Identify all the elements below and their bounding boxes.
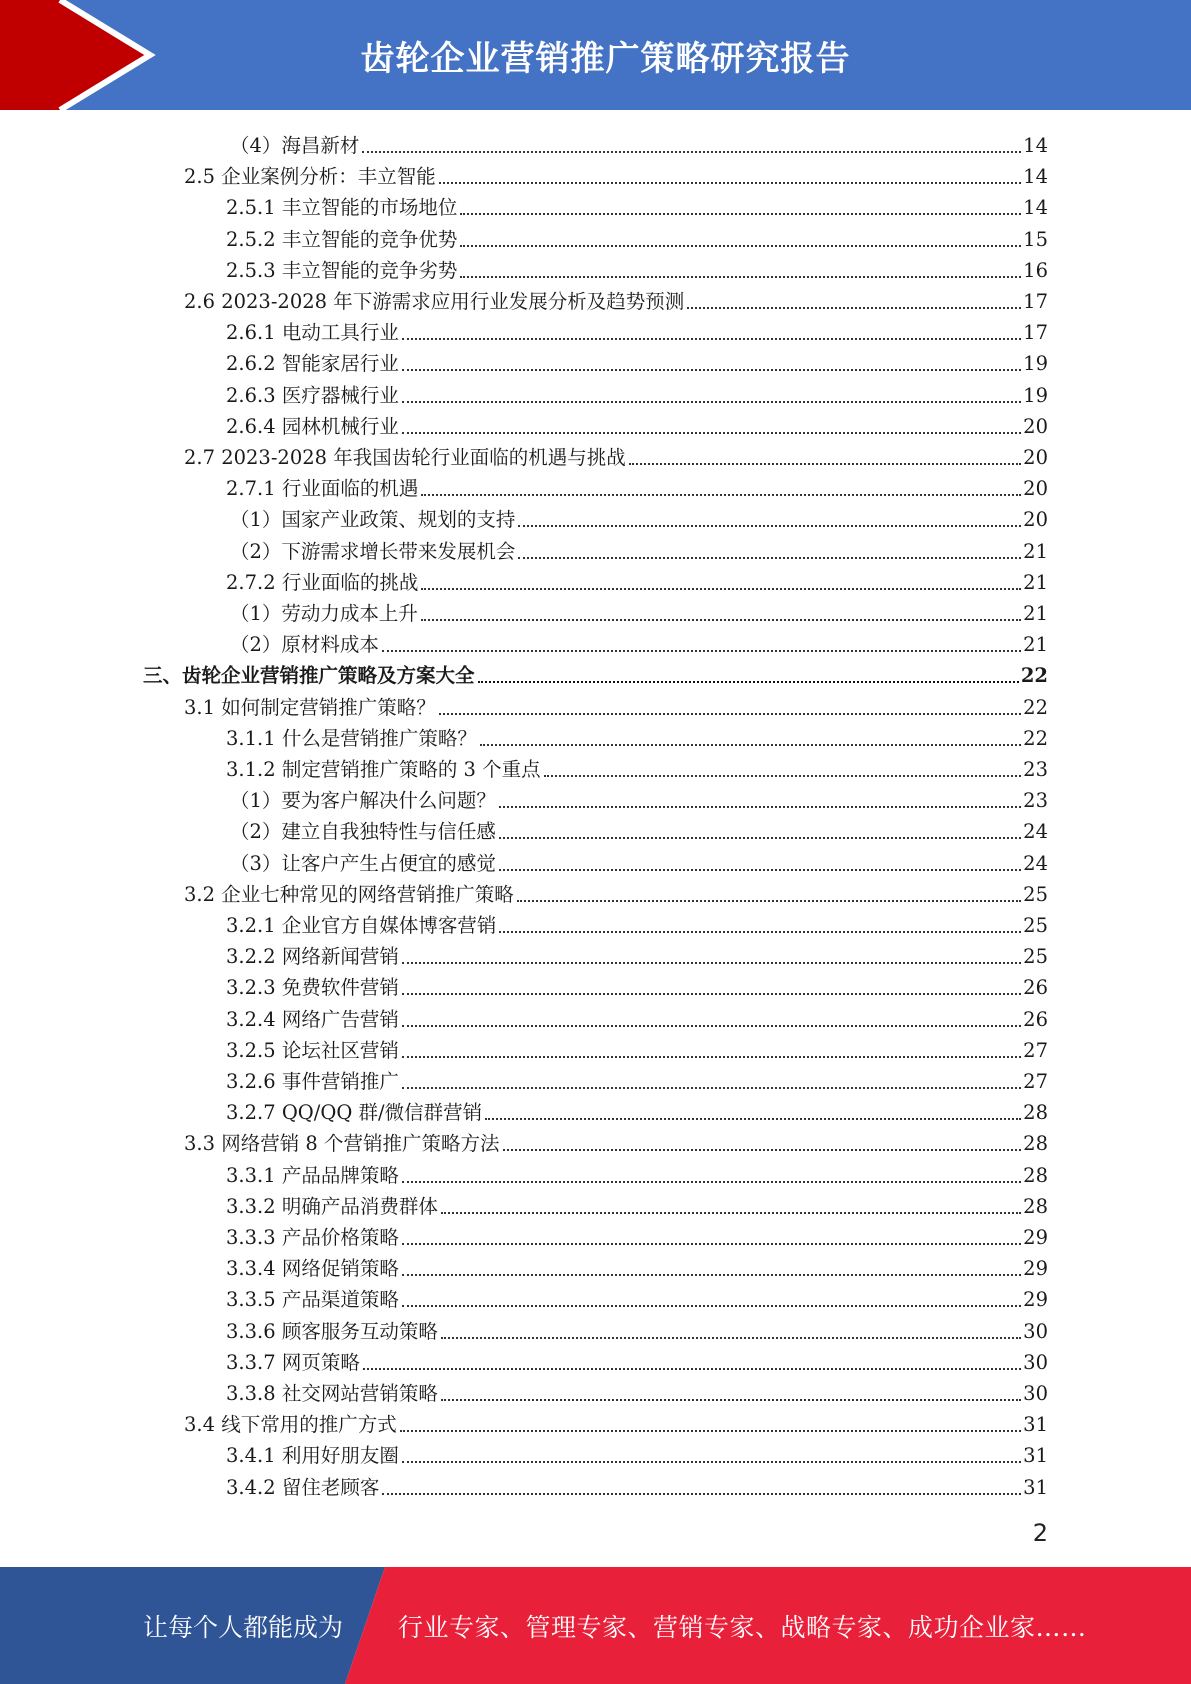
toc-entry-label: 3.2.4 网络广告营销 <box>226 1008 399 1031</box>
toc-entry-label: 3.3.8 社交网站营销策略 <box>226 1382 438 1405</box>
toc-dot-leader <box>460 213 1021 215</box>
toc-entry[interactable] <box>0 1032 1191 1063</box>
toc-dot-leader <box>400 1430 1021 1432</box>
toc-dot-leader <box>441 1399 1021 1401</box>
toc-dot-leader <box>499 869 1021 871</box>
toc-entry-page: 26 <box>1023 1008 1048 1031</box>
toc-entry-label: 2.5.1 丰立智能的市场地位 <box>226 196 458 219</box>
toc-entry-page: 31 <box>1023 1444 1048 1467</box>
toc-entry[interactable] <box>0 470 1191 501</box>
toc-entry-page: 28 <box>1023 1195 1048 1218</box>
toc-entry-page: 19 <box>1023 352 1048 375</box>
toc-entry-label: 3.4 线下常用的推广方式 <box>184 1413 397 1436</box>
toc-entry-page: 28 <box>1023 1101 1048 1124</box>
toc-entry-page: 14 <box>1023 196 1048 219</box>
toc-entry-label: 3.3 网络营销 8 个营销推广策略方法 <box>184 1132 500 1155</box>
toc-dot-leader <box>402 338 1021 340</box>
toc-entry[interactable] <box>0 345 1191 376</box>
toc-entry[interactable] <box>0 408 1191 439</box>
toc-entry-page: 15 <box>1023 228 1048 251</box>
toc-entry-page: 24 <box>1023 820 1048 843</box>
toc-entry-label: 2.6 2023-2028 年下游需求应用行业发展分析及趋势预测 <box>184 290 685 313</box>
toc-entry[interactable] <box>0 1469 1191 1500</box>
toc-entry[interactable] <box>0 314 1191 345</box>
toc-dot-leader <box>402 962 1021 964</box>
toc-dot-leader <box>402 432 1021 434</box>
toc-entry-label: （2）建立自我独特性与信任感 <box>230 820 496 843</box>
toc-entry[interactable] <box>0 720 1191 751</box>
toc-dot-leader <box>363 1368 1021 1370</box>
toc-entry-label: （1）劳动力成本上升 <box>230 602 418 625</box>
toc-entry-page: 25 <box>1023 914 1048 937</box>
toc-entry-label: 3.2 企业七种常见的网络营销推广策略 <box>184 883 514 906</box>
toc-dot-leader <box>382 1493 1021 1495</box>
toc-entry-label: 3.2.7 QQ/QQ 群/微信群营销 <box>226 1101 483 1124</box>
toc-entry[interactable] <box>0 564 1191 595</box>
toc-entry[interactable] <box>0 283 1191 314</box>
toc-dot-leader <box>499 837 1021 839</box>
toc-entry-page: 28 <box>1023 1132 1048 1155</box>
toc-entry-label: 3.2.2 网络新闻营销 <box>226 945 399 968</box>
toc-entry-label: 3.3.6 顾客服务互动策略 <box>226 1320 438 1343</box>
toc-entry[interactable] <box>0 1344 1191 1375</box>
toc-entry-label: （1）要为客户解决什么问题？ <box>230 789 496 812</box>
page-number: 2 <box>1032 1519 1048 1547</box>
toc-entry-label: （2）下游需求增长带来发展机会 <box>230 540 516 563</box>
page-header <box>0 0 1191 110</box>
toc-entry[interactable] <box>0 751 1191 782</box>
toc-dot-leader <box>439 713 1021 715</box>
toc-entry[interactable] <box>0 252 1191 283</box>
toc-dot-leader <box>687 307 1021 309</box>
toc-entry-label: 2.7.1 行业面临的机遇 <box>226 477 419 500</box>
toc-entry-label: 3.3.5 产品渠道策略 <box>226 1288 399 1311</box>
toc-entry[interactable] <box>0 377 1191 408</box>
toc-entry[interactable] <box>0 1437 1191 1468</box>
toc-entry-label: 3.3.4 网络促销策略 <box>226 1257 399 1280</box>
toc-entry-label: （2）原材料成本 <box>230 633 379 656</box>
toc-entry-page: 23 <box>1023 789 1048 812</box>
toc-entry-page: 25 <box>1023 945 1048 968</box>
toc-dot-leader <box>441 1337 1021 1339</box>
toc-entry-page: 16 <box>1023 259 1048 282</box>
toc-entry[interactable] <box>0 969 1191 1000</box>
toc-dot-leader <box>402 993 1021 995</box>
toc-entry-label: 2.7.2 行业面临的挑战 <box>226 571 419 594</box>
toc-entry-page: 30 <box>1023 1382 1048 1405</box>
toc-entry-label: 2.6.3 医疗器械行业 <box>226 384 399 407</box>
toc-dot-leader <box>402 369 1021 371</box>
toc-entry-label: （3）让客户产生占便宜的感觉 <box>230 852 496 875</box>
toc-entry-label: 3.2.6 事件营销推广 <box>226 1070 399 1093</box>
toc-entry-page: 20 <box>1023 477 1048 500</box>
footer-slogan-left: 让每个人都能成为 <box>143 1612 344 1642</box>
toc-entry-page: 26 <box>1023 976 1048 999</box>
toc-dot-leader <box>421 619 1021 621</box>
toc-entry-label: 2.6.4 园林机械行业 <box>226 415 399 438</box>
toc-entry[interactable] <box>0 1375 1191 1406</box>
toc-dot-leader <box>402 401 1021 403</box>
toc-dot-leader <box>382 650 1021 652</box>
toc-dot-leader <box>629 463 1021 465</box>
toc-dot-leader <box>460 276 1021 278</box>
toc-dot-leader <box>499 806 1021 808</box>
toc-entry-page: 20 <box>1023 508 1048 531</box>
toc-entry-label: 3.3.3 产品价格策略 <box>226 1226 399 1249</box>
toc-dot-leader <box>441 1212 1021 1214</box>
toc-entry-label: 2.6.1 电动工具行业 <box>226 321 399 344</box>
toc-entry[interactable] <box>0 689 1191 720</box>
toc-entry[interactable] <box>0 439 1191 470</box>
toc-entry-label: 3.2.3 免费软件营销 <box>226 976 399 999</box>
toc-dot-leader <box>402 1274 1021 1276</box>
toc-entry[interactable] <box>0 1125 1191 1156</box>
toc-entry-label: 3.1 如何制定营销推广策略？ <box>184 696 436 719</box>
toc-entry[interactable] <box>0 1313 1191 1344</box>
toc-dot-leader <box>460 245 1021 247</box>
toc-dot-leader <box>421 494 1021 496</box>
toc-entry-label: 三、齿轮企业营销推广策略及方案大全 <box>143 664 475 687</box>
toc-dot-leader <box>518 525 1021 527</box>
toc-entry-page: 22 <box>1020 664 1048 687</box>
toc-entry-page: 27 <box>1023 1070 1048 1093</box>
toc-entry[interactable] <box>0 1219 1191 1250</box>
toc-entry[interactable] <box>0 907 1191 938</box>
toc-entry-page: 20 <box>1023 415 1048 438</box>
toc-entry-page: 14 <box>1023 134 1048 157</box>
toc-entry-page: 29 <box>1023 1226 1048 1249</box>
toc-entry-label: （4）海昌新材 <box>230 134 360 157</box>
toc-dot-leader <box>402 1181 1021 1183</box>
toc-entry-label: 3.2.5 论坛社区营销 <box>226 1039 399 1062</box>
toc-entry-page: 22 <box>1023 696 1048 719</box>
toc-dot-leader <box>439 182 1021 184</box>
toc-dot-leader <box>402 1087 1021 1089</box>
toc-entry[interactable] <box>0 938 1191 969</box>
toc-dot-leader <box>402 1305 1021 1307</box>
toc-entry-page: 30 <box>1023 1351 1048 1374</box>
toc-entry[interactable] <box>0 1001 1191 1032</box>
toc-entry[interactable] <box>0 221 1191 252</box>
toc-dot-leader <box>421 588 1021 590</box>
toc-entry-page: 27 <box>1023 1039 1048 1062</box>
toc-entry[interactable] <box>0 1250 1191 1281</box>
toc-entry[interactable] <box>0 533 1191 564</box>
toc-entry-page: 21 <box>1023 540 1048 563</box>
toc-entry-page: 21 <box>1023 602 1048 625</box>
toc-entry-label: 3.3.7 网页策略 <box>226 1351 360 1374</box>
toc-entry-label: 3.1.1 什么是营销推广策略？ <box>226 727 477 750</box>
toc-entry[interactable] <box>0 813 1191 844</box>
footer-slogan-right: 行业专家、管理专家、营销专家、战略专家、成功企业家…… <box>398 1612 1087 1642</box>
toc-entry-label: 3.3.1 产品品牌策略 <box>226 1164 399 1187</box>
toc-entry[interactable] <box>0 626 1191 657</box>
toc-entry-label: （1）国家产业政策、规划的支持 <box>230 508 516 531</box>
toc-entry-page: 19 <box>1023 384 1048 407</box>
toc-entry-page: 29 <box>1023 1288 1048 1311</box>
toc-entry-label: 2.6.2 智能家居行业 <box>226 352 399 375</box>
toc-entry-label: 3.2.1 企业官方自媒体博客营销 <box>226 914 497 937</box>
toc-entry-page: 31 <box>1023 1476 1048 1499</box>
toc-entry[interactable] <box>0 876 1191 907</box>
toc-dot-leader <box>480 744 1021 746</box>
toc-entry[interactable] <box>0 1094 1191 1125</box>
toc-entry-page: 23 <box>1023 758 1048 781</box>
toc-entry-label: 3.4.1 利用好朋友圈 <box>226 1444 399 1467</box>
toc-entry-page: 30 <box>1023 1320 1048 1343</box>
page-footer <box>0 1567 1191 1684</box>
toc-entry-page: 21 <box>1023 571 1048 594</box>
toc-entry[interactable] <box>0 657 1191 688</box>
toc-dot-leader <box>402 1243 1021 1245</box>
toc-entry[interactable] <box>0 1406 1191 1437</box>
toc-entry-page: 31 <box>1023 1413 1048 1436</box>
toc-entry-page: 29 <box>1023 1257 1048 1280</box>
toc-dot-leader <box>544 775 1022 777</box>
toc-entry-label: 3.3.2 明确产品消费群体 <box>226 1195 438 1218</box>
toc-entry-page: 28 <box>1023 1164 1048 1187</box>
toc-dot-leader <box>517 900 1021 902</box>
toc-entry-label: 2.7 2023-2028 年我国齿轮行业面临的机遇与挑战 <box>184 446 626 469</box>
toc-entry[interactable] <box>0 1188 1191 1219</box>
toc-dot-leader <box>402 1025 1021 1027</box>
toc-entry-label: 3.1.2 制定营销推广策略的 3 个重点 <box>226 758 541 781</box>
toc-entry-label: 2.5.3 丰立智能的竞争劣势 <box>226 259 458 282</box>
toc-entry-label: 2.5.2 丰立智能的竞争优势 <box>226 228 458 251</box>
toc-entry-label: 2.5 企业案例分析：丰立智能 <box>184 165 436 188</box>
toc-dot-leader <box>503 1149 1022 1151</box>
toc-dot-leader <box>478 681 1019 683</box>
toc-dot-leader <box>499 931 1021 933</box>
toc-entry[interactable] <box>0 189 1191 220</box>
toc-dot-leader <box>518 557 1021 559</box>
toc-entry[interactable] <box>0 158 1191 189</box>
toc-entry-page: 17 <box>1023 321 1048 344</box>
toc-entry-page: 21 <box>1023 633 1048 656</box>
toc-entry[interactable] <box>0 501 1191 532</box>
toc-entry[interactable] <box>0 595 1191 626</box>
toc-entry-page: 14 <box>1023 165 1048 188</box>
toc-entry[interactable] <box>0 1157 1191 1188</box>
toc-entry[interactable] <box>0 1063 1191 1094</box>
toc-dot-leader <box>485 1118 1021 1120</box>
toc-entry-page: 22 <box>1023 727 1048 750</box>
toc-entry[interactable] <box>0 1281 1191 1312</box>
toc-entry[interactable] <box>0 845 1191 876</box>
toc-entry-page: 25 <box>1023 883 1048 906</box>
toc-entry-label: 3.4.2 留住老顾客 <box>226 1476 380 1499</box>
toc-entry[interactable] <box>0 782 1191 813</box>
toc-entry-page: 17 <box>1023 290 1048 313</box>
toc-entry[interactable] <box>0 127 1191 158</box>
report-title: 齿轮企业营销推广策略研究报告 <box>360 38 851 79</box>
toc-dot-leader <box>402 1461 1021 1463</box>
toc-entry-page: 20 <box>1023 446 1048 469</box>
toc-dot-leader <box>402 1056 1021 1058</box>
toc-dot-leader <box>362 151 1021 153</box>
toc-entry-page: 24 <box>1023 852 1048 875</box>
